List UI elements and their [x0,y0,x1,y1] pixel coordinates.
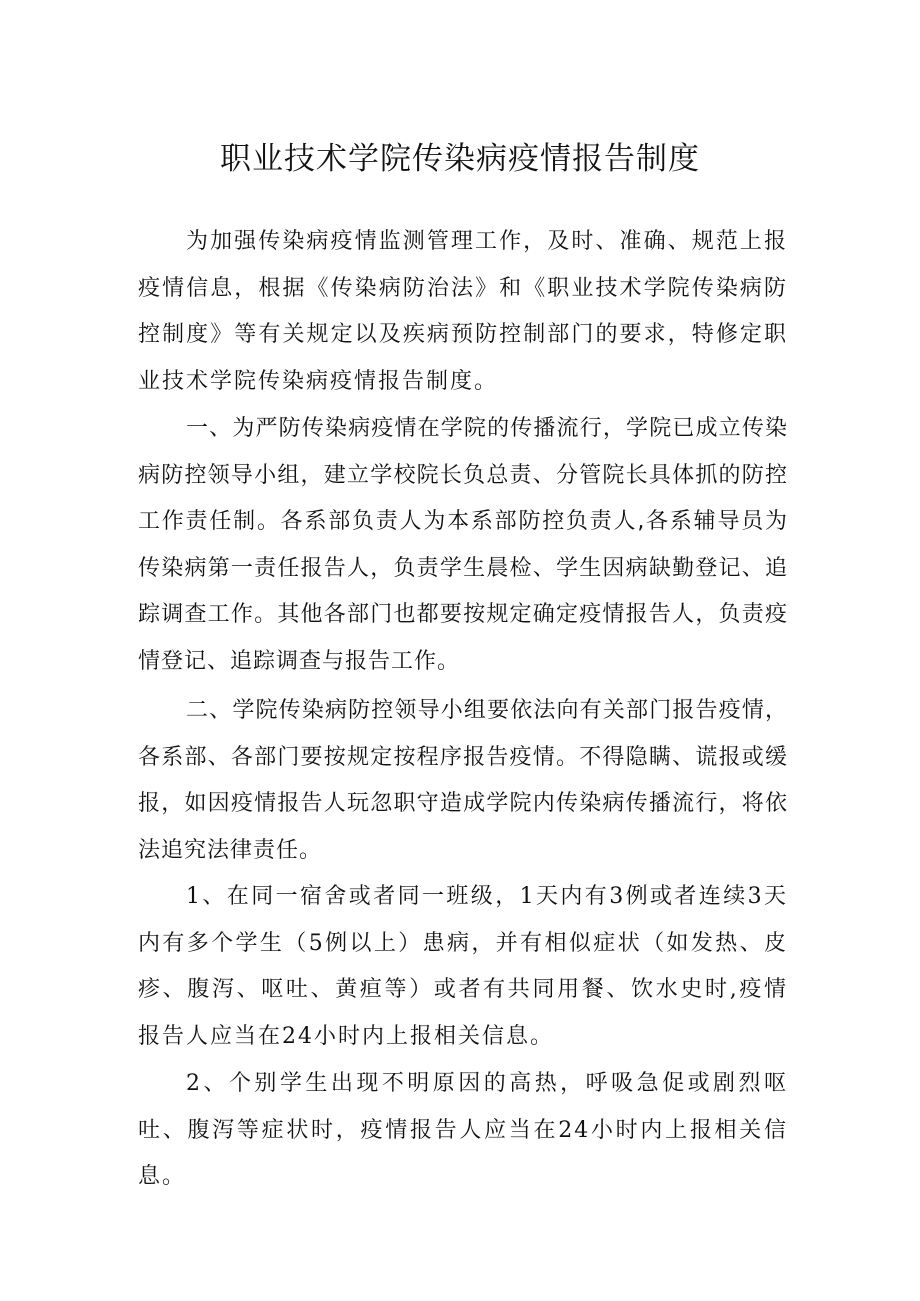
document-title: 职业技术学院传染病疫情报告制度 [220,141,700,177]
paragraph-intro: 为加强传染病疫情监测管理工作，及时、准确、规范上报疫情信息，根据《传染病防治法》和《职业技术学院传染病防控制度》等有关规定以及疾病预防控制部门的要求，特修定职业技术学院传染病疫情报告制度。 [138,229,788,394]
paragraph-item-2: 2、个别学生出现不明原因的高热，呼吸急促或剧烈呕吐、腹泻等症状时，疫情报告人应当在24小时内上报相关信息。 [138,1071,788,1189]
paragraph-item-1: 1、在同一宿舍或者同一班级，1天内有3例或者连续3天内有多个学生（5例以上）患病，并有相似症状（如发热、皮疹、腹泻、呕吐、黄疸等）或者有共同用餐、饮水史时,疫情报告人应当在24小时内上报相关信息。 [138,884,788,1049]
paragraph-section-1: 一、为严防传染病疫情在学院的传播流行，学院已成立传染病防控领导小组，建立学校院长负总责、分管院长具体抓的防控工作责任制。各系部负责人为本系部防控负责人,各系辅导员为传染病第一责任报告人，负责学生晨检、学生因病缺勤登记、追踪调查工作。其他各部门也都要按规定确定疫情报告人，负责疫情登记、追踪调查与报告工作。 [138,416,788,674]
paragraph-section-2: 二、学院传染病防控领导小组要依法向有关部门报告疫情，各系部、各部门要按规定按程序报告疫情。不得隐瞒、谎报或缓报，如因疫情报告人玩忽职守造成学院内传染病传播流行，将依法追究法律责任。 [138,698,788,863]
